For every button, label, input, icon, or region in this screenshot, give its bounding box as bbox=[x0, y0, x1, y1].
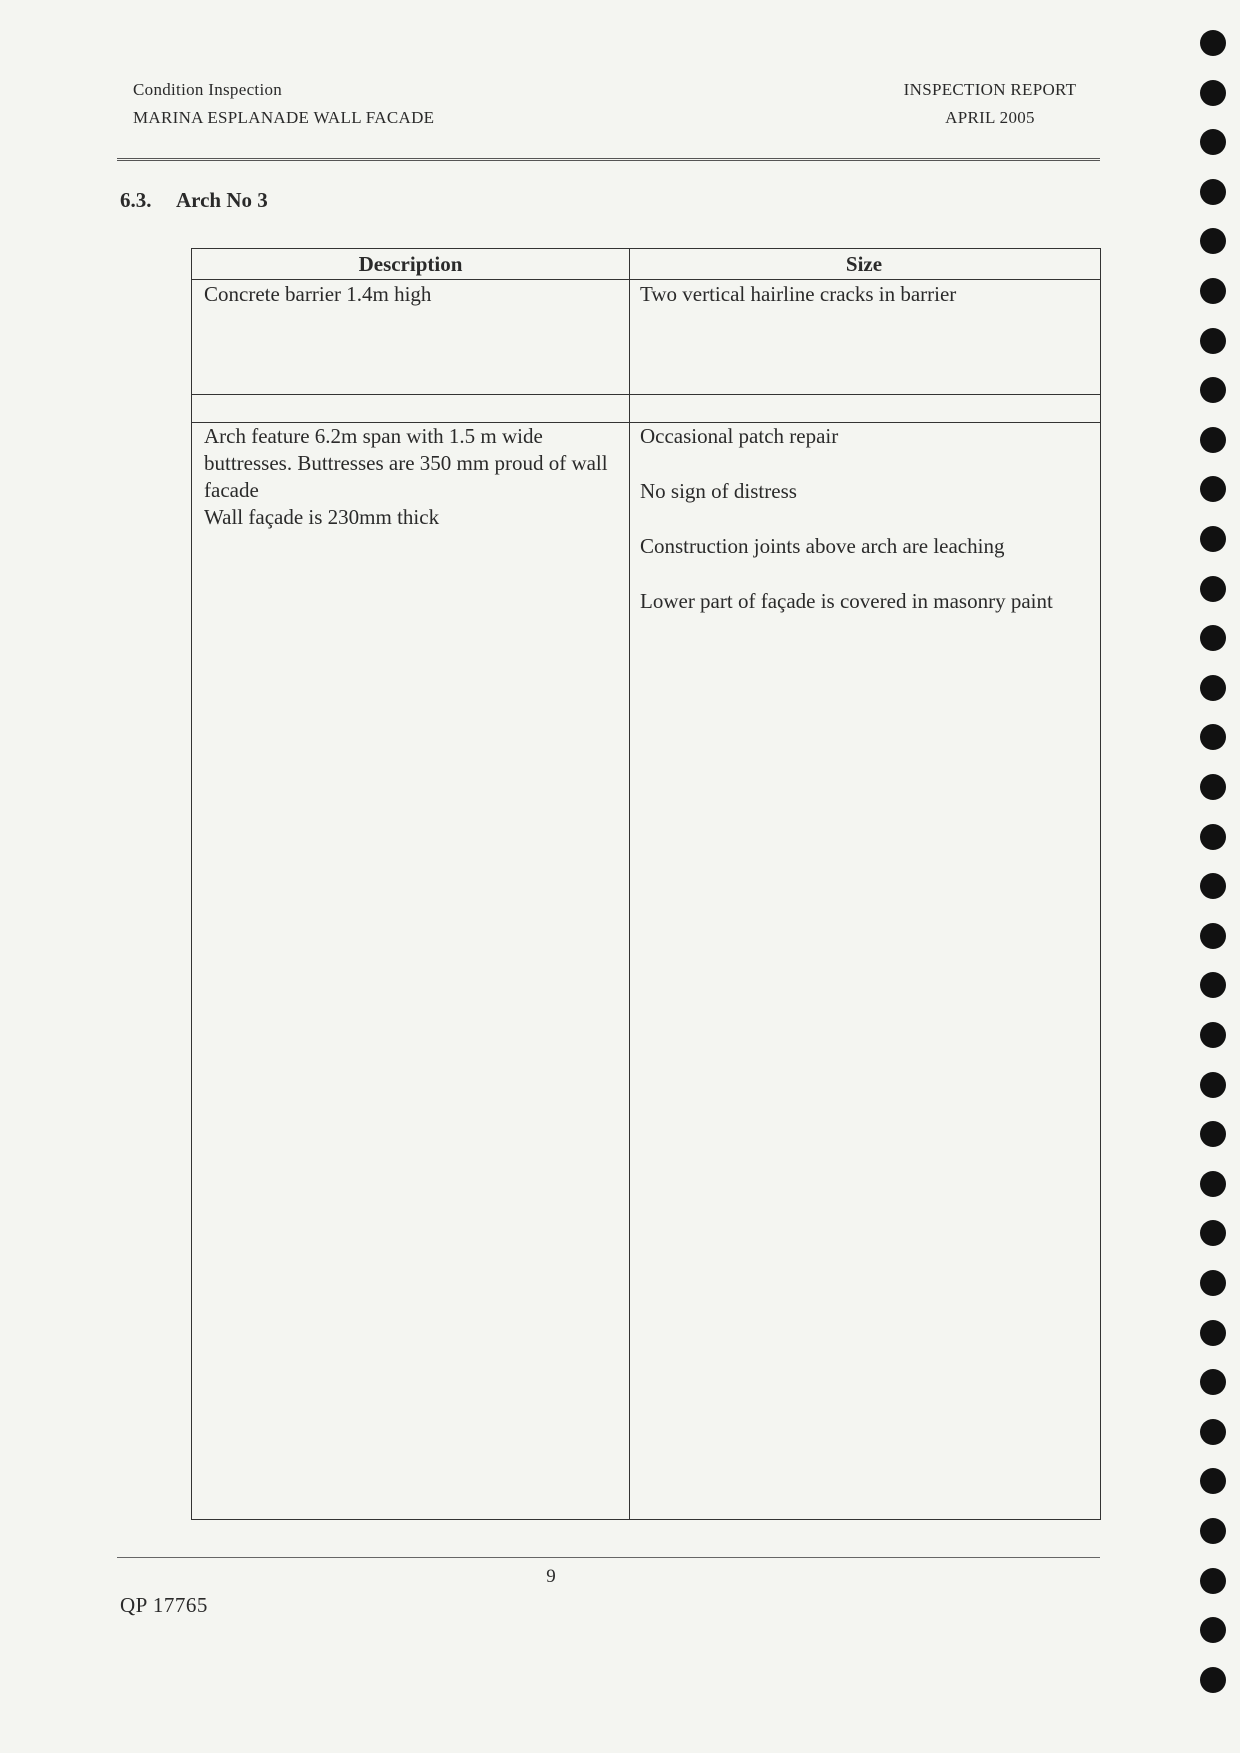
binding-hole bbox=[1200, 1468, 1226, 1494]
binding-hole bbox=[1200, 228, 1226, 254]
cell-text: Two vertical hairline cracks in barrier bbox=[640, 282, 957, 306]
page-number: 9 bbox=[546, 1566, 556, 1587]
cell-text: Lower part of façade is covered in masonry paint bbox=[640, 589, 1053, 613]
cell-text: Occasional patch repair bbox=[640, 424, 839, 448]
cell-text: Wall façade is 230mm thick bbox=[204, 505, 440, 529]
binding-hole bbox=[1200, 923, 1226, 949]
binding-hole bbox=[1200, 1022, 1226, 1048]
table-row-3-description bbox=[204, 423, 614, 531]
binding-hole bbox=[1200, 179, 1226, 205]
table-row-3-size bbox=[640, 423, 1090, 643]
binding-hole bbox=[1200, 1072, 1226, 1098]
section-number: 6.3. bbox=[120, 188, 152, 212]
binding-hole bbox=[1200, 625, 1226, 651]
binding-hole bbox=[1200, 1419, 1226, 1445]
header-report-date: APRIL 2005 bbox=[945, 108, 1035, 127]
cell-text: Construction joints above arch are leaching bbox=[640, 534, 1005, 558]
binding-hole bbox=[1200, 675, 1226, 701]
inspection-table bbox=[191, 248, 1101, 1520]
cell-text: Concrete barrier 1.4m high bbox=[204, 282, 432, 306]
header-divider bbox=[117, 158, 1100, 161]
column-divider bbox=[629, 249, 630, 1519]
binding-hole bbox=[1200, 30, 1226, 56]
section-title-text: Arch No 3 bbox=[176, 188, 268, 212]
column-header-description: Description bbox=[358, 252, 463, 276]
binding-hole bbox=[1200, 328, 1226, 354]
section-heading bbox=[120, 188, 268, 213]
header-subtitle: Condition Inspection bbox=[133, 80, 283, 99]
binding-hole bbox=[1200, 526, 1226, 552]
binding-hole bbox=[1200, 1518, 1226, 1544]
binding-hole bbox=[1200, 1220, 1226, 1246]
binding-hole bbox=[1200, 1667, 1226, 1693]
binding-hole bbox=[1200, 774, 1226, 800]
binding-hole bbox=[1200, 80, 1226, 106]
table-row-1-description bbox=[204, 281, 614, 308]
binding-hole bbox=[1200, 873, 1226, 899]
header-report-type: INSPECTION REPORT bbox=[903, 80, 1077, 99]
row-divider bbox=[192, 394, 1100, 395]
footer-divider bbox=[117, 1557, 1100, 1558]
binding-hole bbox=[1200, 1369, 1226, 1395]
binding-hole bbox=[1200, 1171, 1226, 1197]
header-right bbox=[880, 76, 1100, 132]
binding-hole bbox=[1200, 476, 1226, 502]
binding-hole bbox=[1200, 377, 1226, 403]
header-left bbox=[133, 76, 434, 132]
binding-hole bbox=[1200, 576, 1226, 602]
binding-hole bbox=[1200, 1320, 1226, 1346]
binding-hole bbox=[1200, 972, 1226, 998]
header-project-title: MARINA ESPLANADE WALL FACADE bbox=[133, 108, 435, 127]
binding-hole bbox=[1200, 824, 1226, 850]
binding-hole bbox=[1200, 1121, 1226, 1147]
document-code: QP 17765 bbox=[120, 1593, 208, 1617]
binding-hole bbox=[1200, 1568, 1226, 1594]
cell-text: Arch feature 6.2m span with 1.5 m wide buttresses. Buttresses are 350 mm proud of wall facade bbox=[204, 424, 608, 502]
binding-hole bbox=[1200, 129, 1226, 155]
column-header-size: Size bbox=[845, 252, 883, 276]
table-row-1-size bbox=[640, 281, 1090, 308]
binding-hole bbox=[1200, 1270, 1226, 1296]
binding-hole bbox=[1200, 1617, 1226, 1643]
cell-text: No sign of distress bbox=[640, 479, 797, 503]
binding-hole bbox=[1200, 724, 1226, 750]
binding-hole bbox=[1200, 278, 1226, 304]
binding-hole bbox=[1200, 427, 1226, 453]
header-row-divider bbox=[192, 279, 1100, 280]
